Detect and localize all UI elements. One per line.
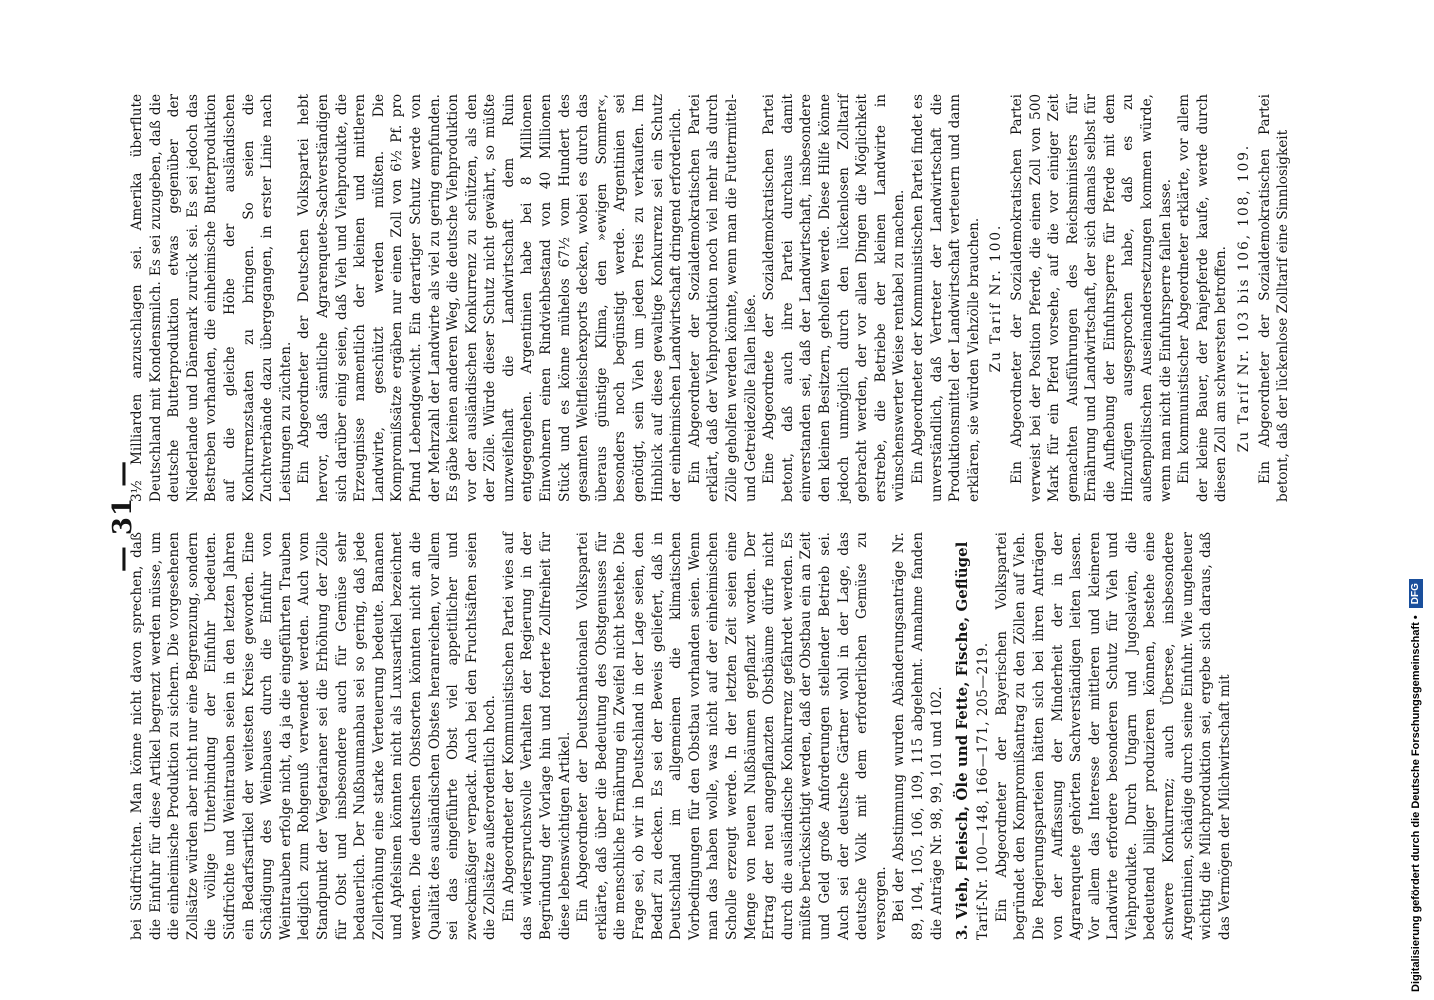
paragraph: Ein Abgeordneter der Bayerischen Volkspartei begründet den Kompromißantrag zu den Zöllen auf Vieh. Die Regierungsparteien hätten sich bei ihren Anträgen von der Auffassung der Minderheit der in der Agrarenquete gehörten Sachverständigen leiten lassen. Vor allem das Interesse der mittleren und kleineren Landwirte erfordere besonderen Schutz für Vieh und Viehprodukte. Durch Ungarn und Jugoslavien, die bedeutend billiger produzieren können, bestehe eine schwere Konkurrenz; auch Übersee, insbesondere Argentinien, schädige durch seine Einfuhr. Wie ungeheuer wichtig die Milchproduktion sei, ergebe sich daraus, daß das Vermögen der Milchwirtschaft mit	[993, 532, 1233, 940]
paragraph: Ein Abgeordneter der Sozialdemokratischen Partei betont, daß der lückenlose Zolltarif eine Sinnlosigkeit	[1256, 94, 1292, 502]
left-text-column	[128, 532, 1234, 940]
right-text-column	[128, 94, 1293, 502]
paragraph: Eine Abgeordnete der Sozialdemokratischen Partei betont, daß auch ihre Partei durchaus damit einverstanden sei, daß der Landwirtschaft, insbesondere den kleinen Besitzern, geholfen werde. Diese Hilfe könne jedoch unmöglich durch den lückenlosen Zolltarif gebracht werden, der vor allen Dingen die Möglichkeit erstrebe, die Betriebe der kleinen Landwirte in wünschenswerter Weise rentabel zu machen.	[761, 94, 908, 502]
section-heading: 3. Vieh, Fleisch, Öle und Fette, Fische, Geflügel	[953, 541, 972, 940]
paragraph: Bei der Abstimmung wurden Abänderungsanträge Nr. 89, 104, 105, 106, 109, 115 abgelehnt. Annahme fanden die Anträge Nr. 98, 99, 101 und 102.	[891, 532, 945, 940]
paragraph: Ein Abgeordneter der Sozialdemokratischen Partei verweist bei der Position Pferde, die einen Zoll von 500 Mark für ein Pferd vorsehe, auf die vor einiger Zeit gemachten Ausführungen des Reichsministers für Ernährung und Landwirtschaft, der sich damals selbst für die Aufhebung der Einfuhrsperre für Pferde mit dem Hinzufügen ausgesprochen habe, daß es zu außenpolitischen Auseinandersetzungen kommen würde, wenn man nicht die Einfuhrsperre fallen lasse.	[1008, 94, 1174, 502]
paragraph: Ein Abgeordneter der Kommunistischen Partei findet es unverständlich, daß Vertreter der Landwirtschaft die Produktionsmittel der Landwirtschaft verteuern und dann erklären, sie würden Viehzölle brauchen.	[909, 94, 982, 502]
paragraph: Ein Abgeordneter der Kommunistischen Partei wies auf das widerspruchsvolle Verhalten der Regierung in der Begründung der Vorlage hin und forderte Zollfreiheit für diese lebenswichtigen Artikel.	[500, 532, 573, 940]
digitization-credit	[1404, 8, 1428, 992]
tarif-reference: Tarif-Nr. 100—148, 166—171, 205—219.	[975, 642, 992, 940]
tarif-subheading: Zu Tarif Nr. 103 bis 106, 108, 109.	[1236, 143, 1253, 453]
dfg-logo-badge: DFG	[1409, 579, 1423, 608]
paragraph: Ein Abgeordneter der Deutschen Volkspartei hebt hervor, daß sämtliche Agrarenquete-Sachverständigen sich darüber einig seien, daß Vieh und Viehprodukte, die Erzeugnisse namentlich der kleinen und mittleren Landwirte, geschützt werden müßten. Die Kompromißsätze ergäben nur einen Zoll von 6½ Pf. pro Pfund Lebendgewicht. Ein derartiger Schutz werde von der Mehrzahl der Landwirte als viel zu gering empfunden. Es gäbe keinen anderen Weg, die deutsche Viehproduktion vor der ausländischen Konkurrenz zu schützen, als den der Zölle. Würde dieser Schutz nicht gewährt, so müßte unzweifelhaft die Landwirtschaft dem Ruin entgegengehen. Argentinien habe bei 8 Millionen Einwohnern einen Rindviehbestand von 40 Millionen Stück und es könne mühelos 67½ vom Hundert des gesamten Weltfleischexports decken, wobei es durch das überaus günstige Klima, den »ewigen Sommer«, besonders noch begünstigt werde. Argentinien sei genötigt, sein Vieh um jeden Preis zu verkaufen. Im Hinblick auf diese gewaltige Konkurrenz sei ein Schutz der einheimischen Landwirtschaft dringend erforderlich.	[296, 94, 685, 502]
digitization-credit-text	[1404, 8, 1428, 992]
credit-text: Digitalisierung gefördert durch die Deutsche Forschungsgemeinschaft •	[1410, 615, 1422, 992]
page-content	[108, 92, 1330, 940]
paragraph: Ein Abgeordneter der Deutschnationalen Volkspartei erklärte, daß über die Bedeutung des Obstgenusses für die menschliche Ernährung ein Zweifel nicht bestehe. Die Frage sei, ob wir in Deutschland in der Lage seien, den Bedarf zu decken. Es sei der Beweis geliefert, daß in Deutschland im allgemeinen die klimatischen Vorbedingungen für den Obstbau vorhanden seien. Wenn man das haben wolle, was nicht auf der einheimischen Scholle erzeugt werde. In der letzten Zeit seien eine Menge von neuen Nußbäumen gepflanzt worden. Der Ertrag der neu angepflanzten Obstbäume dürfe nicht durch die ausländische Konkurrenz gefährdet werden. Es müßte berücksichtigt werden, daß der Obstbau ein an Zeit und Geld große Anforderungen stellender Betrieb sei. Auch sei der deutsche Gärtner wohl in der Lage, das deutsche Volk mit dem erforderlichen Gemüse zu versorgen.	[575, 532, 889, 940]
tarif-subheading: Zu Tarif Nr. 100.	[988, 223, 1005, 373]
page-number: — 31 —	[108, 459, 138, 573]
paragraph: Ein kommunistischer Abgeordneter erklärte, vor allem der kleine Bauer, der Panjepferde kaufe, werde durch diesen Zoll am schwersten betroffen.	[1176, 94, 1230, 502]
paragraph: bei Südfrüchten. Man könne nicht davon sprechen, daß die Einfuhr für diese Artikel begrenzt werden müsse, um die einheimische Produktion zu sichern. Die vorgesehenen Zollsätze würden aber nicht nur eine Begrenzung, sondern die völlige Unterbindung der Einfuhr bedeuten. Südfrüchte und Weintrauben seien in den letzten Jahren ein Bedarfsartikel der weitesten Kreise geworden. Eine Schädigung des Weinbaues durch die Einfuhr von Weintrauben erfolge nicht, da ja die eingeführten Trauben lediglich zum Rohgenuß verwendet werden. Auch vom Standpunkt der Vegetarianer sei die Erhöhung der Zölle für Obst und insbesondere auch für Gemüse sehr bedauerlich. Der Nußbaumanbau sei so gering, daß jede Zollerhöhung eine starke Verteuerung bedeute. Bananen und Apfelsinen könnten nicht als Luxusartikel bezeichnet werden. Die deutschen Obstsorten könnten nicht an die Qualität des ausländischen Obstes heranreichen, vor allem sei das eingeführte Obst viel appetitlicher und zweckmäßiger verpackt. Auch bei den Fruchtsäften seien die Zollsätze außerordentlich hoch.	[129, 532, 499, 940]
paragraph: Ein Abgeordneter der Sozialdemokratischen Partei erklärt, daß der Viehproduktion noch viel mehr als durch Zölle geholfen werden könnte, wenn man die Futtermittel- und Getreidezölle fallen ließe.	[686, 94, 759, 502]
paragraph: 3½ Milliarden anzuschlagen sei. Amerika überflute Deutschland mit Kondensmilch. Es sei zuzugeben, daß die deutsche Butterproduktion etwas gegenüber der Niederlande und Dänemark zurück sei. Es sei jedoch das Bestreben vorhanden, die einheimische Butterproduktion auf die gleiche Höhe der ausländischen Konkurrenzstaaten zu bringen. So seien die Zuchtverbände dazu übergegangen, in erster Linie nach Leistungen zu züchten.	[129, 94, 294, 502]
